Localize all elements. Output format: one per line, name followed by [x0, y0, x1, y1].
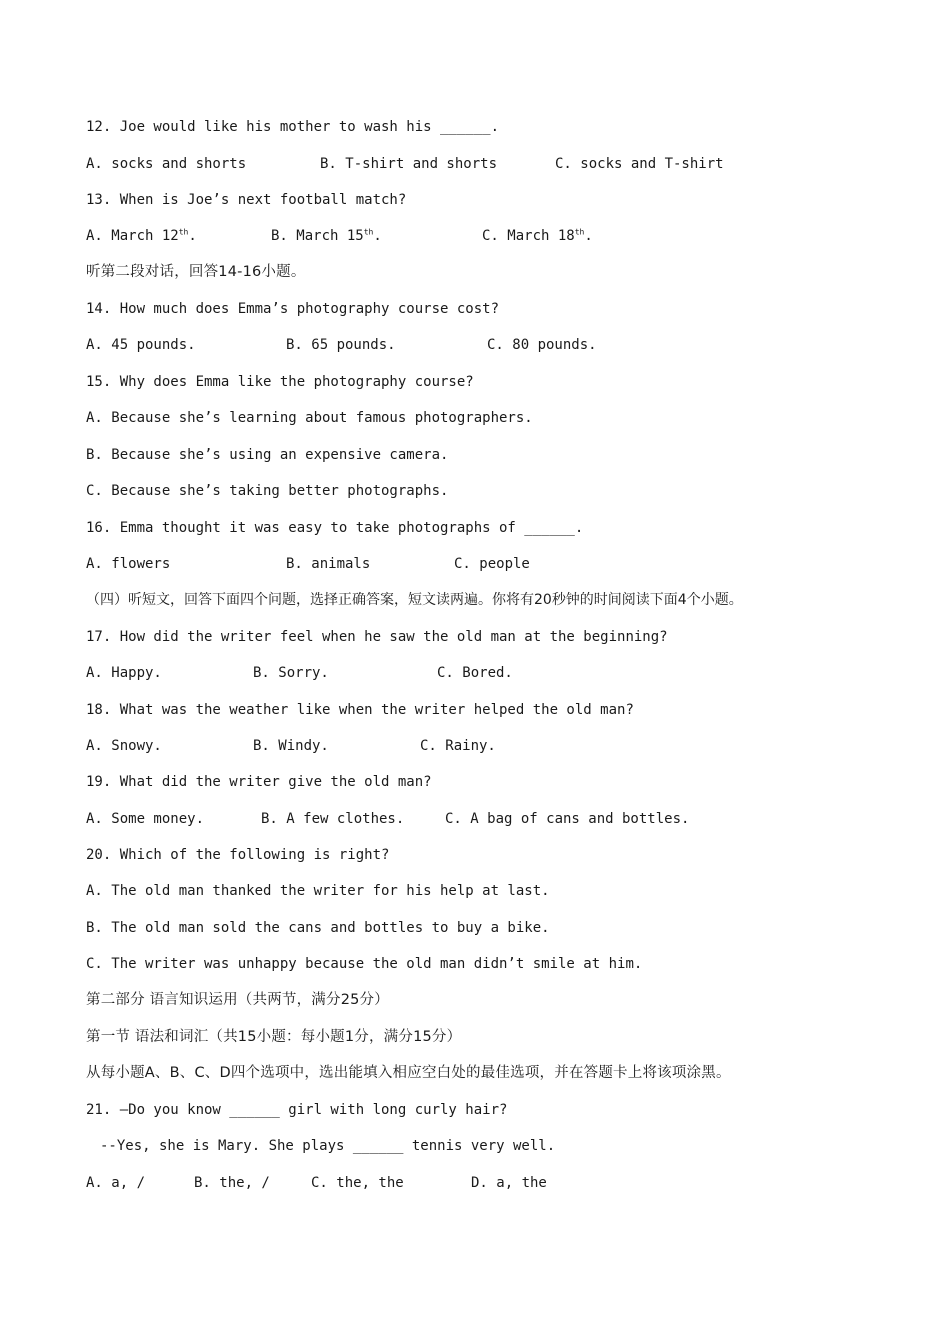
option-c: C. A bag of cans and bottles.	[445, 811, 690, 827]
section-one-instruction: 从每小题A、B、C、D四个选项中，选出能填入相应空白处的最佳选项，并在答题卡上将该项涂黑。	[86, 1065, 731, 1081]
question-19-options	[86, 810, 690, 828]
question-21-reply: --Yes, she is Mary. She plays ______ tennis very well.	[100, 1138, 556, 1154]
question-15-option-c: C. Because she’s taking better photographs.	[86, 483, 449, 499]
section-instruction: 听第二段对话，回答14-16小题。	[86, 264, 306, 280]
question-18: 18. What was the weather like when the writer helped the old man?	[86, 702, 634, 718]
question-21-options	[86, 1174, 547, 1192]
question-15: 15. Why does Emma like the photography course?	[86, 374, 474, 390]
option-c: C. socks and T-shirt	[555, 156, 724, 172]
option-b: B. A few clothes.	[261, 811, 405, 827]
option-c: C. 80 pounds.	[487, 337, 597, 353]
question-12: 12. Joe would like his mother to wash his ______.	[86, 119, 500, 135]
question-19: 19. What did the writer give the old man?	[86, 774, 432, 790]
question-14-options	[86, 336, 597, 354]
question-18-options	[86, 737, 496, 755]
option-b: B. the, /	[194, 1175, 270, 1191]
question-16: 16. Emma thought it was easy to take photographs of ______.	[86, 520, 584, 536]
question-17-options	[86, 664, 513, 682]
question-14: 14. How much does Emma’s photography course cost?	[86, 301, 500, 317]
question-15-option-b: B. Because she’s using an expensive camera.	[86, 447, 449, 463]
question-16-options	[86, 555, 530, 573]
option-a: A. Happy.	[86, 665, 162, 681]
option-a: A. Snowy.	[86, 738, 162, 754]
option-c: C. Bored.	[437, 665, 513, 681]
question-20-option-c: C. The writer was unhappy because the old man didn’t smile at him.	[86, 956, 643, 972]
option-a: A. a, /	[86, 1175, 146, 1191]
option-c: C. Rainy.	[420, 738, 496, 754]
option-b: B. Sorry.	[253, 665, 329, 681]
option-b: B. Windy.	[253, 738, 329, 754]
question-17: 17. How did the writer feel when he saw the old man at the beginning?	[86, 629, 668, 645]
question-20-option-a: A. The old man thanked the writer for his help at last.	[86, 883, 550, 899]
question-15-option-a: A. Because she’s learning about famous photographers.	[86, 410, 533, 426]
option-d: D. a, the	[471, 1175, 547, 1191]
option-a: A. March 12th.	[86, 227, 197, 244]
option-b: B. T-shirt and shorts	[320, 156, 498, 172]
option-b: B. animals	[286, 556, 371, 572]
option-b: B. 65 pounds.	[286, 337, 396, 353]
section-one-heading: 第一节 语法和词汇（共15小题：每小题1分，满分15分）	[86, 1029, 462, 1045]
option-c: C. the, the	[311, 1175, 404, 1191]
part-four-instruction: （四）听短文，回答下面四个问题，选择正确答案，短文读两遍。你将有20秒钟的时间阅读下面4个小题。	[86, 592, 743, 608]
option-a: A. socks and shorts	[86, 156, 247, 172]
question-21: 21. –Do you know ______ girl with long curly hair?	[86, 1102, 508, 1118]
question-20: 20. Which of the following is right?	[86, 847, 390, 863]
option-c: C. March 18th.	[482, 227, 593, 244]
option-a: A. flowers	[86, 556, 171, 572]
question-13-options	[86, 227, 593, 245]
option-a: A. Some money.	[86, 811, 205, 827]
question-12-options	[86, 155, 724, 173]
option-b: B. March 15th.	[271, 227, 382, 244]
question-13: 13. When is Joe’s next football match?	[86, 192, 407, 208]
option-a: A. 45 pounds.	[86, 337, 196, 353]
part-two-heading: 第二部分 语言知识运用（共两节，满分25分）	[86, 992, 389, 1008]
question-20-option-b: B. The old man sold the cans and bottles to buy a bike.	[86, 920, 550, 936]
option-c: C. people	[454, 556, 530, 572]
